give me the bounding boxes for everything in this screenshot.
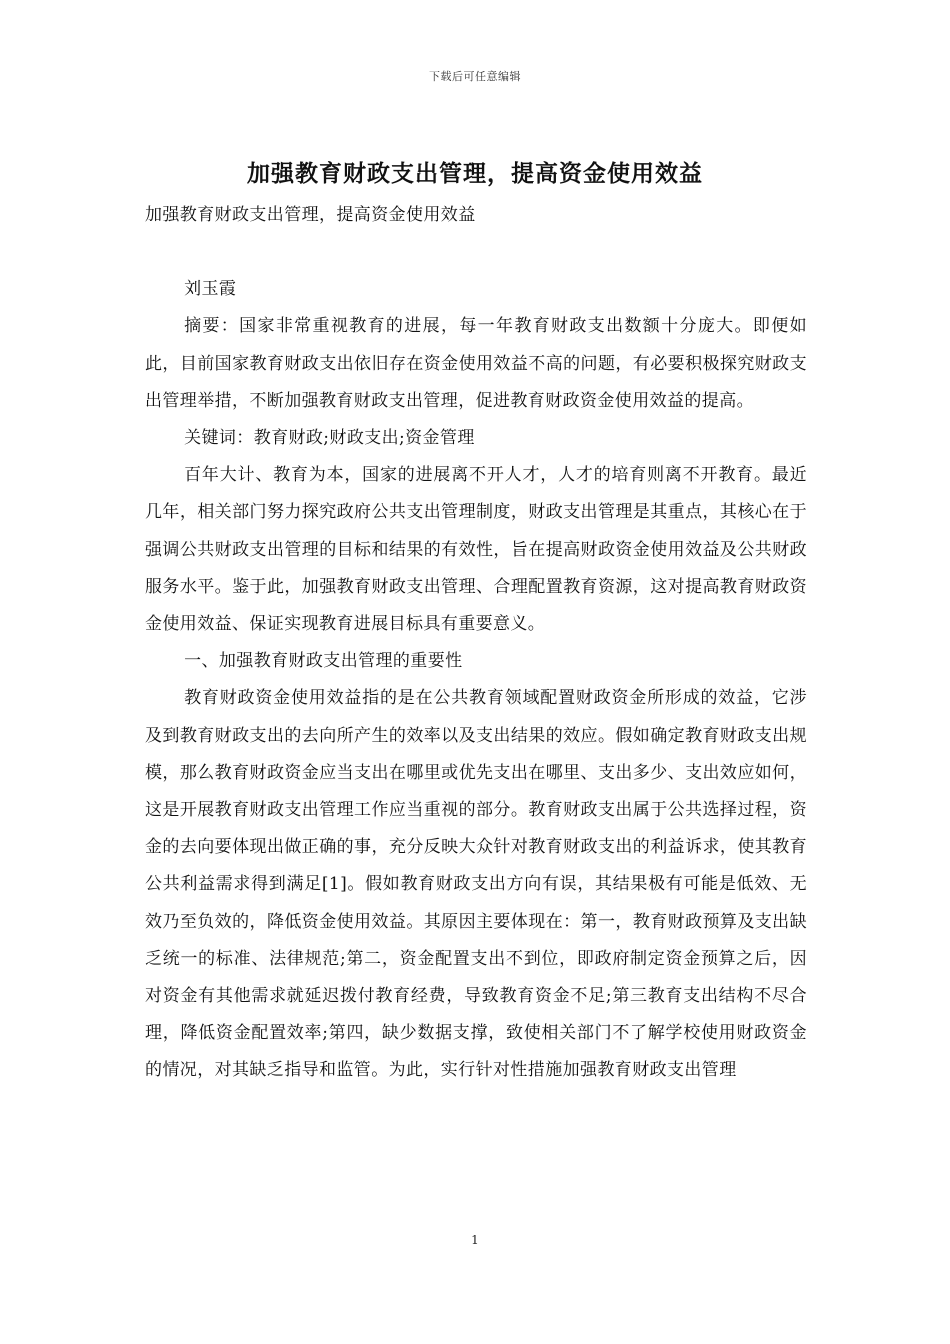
keywords-line: 关键词：教育财政;财政支出;资金管理 xyxy=(184,428,475,449)
document-subtitle: 加强教育财政支出管理，提高资金使用效益 xyxy=(145,205,476,225)
header-note: 下载后可任意编辑 xyxy=(429,70,521,83)
author-name: 刘玉霞 xyxy=(184,279,237,300)
section-heading: 一、加强教育财政支出管理的重要性 xyxy=(184,651,463,672)
document-body xyxy=(145,197,807,1090)
document-title: 加强教育财政支出管理，提高资金使用效益 xyxy=(247,161,703,187)
abstract-paragraph: 摘要：国家非常重视教育的进展，每一年教育财政支出数额十分庞大。即便如此，目前国家教育财政支出依旧存在资金使用效益不高的问题，有必要积极探究财政支出管理举措，不断加强教育财政支出管理，促进教育财政资金使用效益的提高。 xyxy=(145,316,807,411)
section-paragraph: 教育财政资金使用效益指的是在公共教育领域配置财政资金所形成的效益，它涉及到教育财政支出的去向所产生的效率以及支出结果的效应。假如确定教育财政支出规模，那么教育财政资金应当支出在哪里或优先支出在哪里、支出多少、支出效应如何，这是开展教育财政支出管理工作应当重视的部分。教育财政支出属于公共选择过程，资金的去向要体现出做正确的事，充分反映大众针对教育财政支出的利益诉求，使其教育公共利益需求得到满足[1]。假如教育财政支出方向有误，其结果极有可能是低效、无效乃至负效的，降低资金使用效益。其原因主要体现在：第一，教育财政预算及支出缺乏统一的标准、法律规范;第二，资金配置支出不到位，即政府制定资金预算之后，因对资金有其他需求就延迟拨付教育经费，导致教育资金不足;第三教育支出结构不尽合理，降低资金配置效率;第四，缺少数据支撑，致使相关部门不了解学校使用财政资金的情况，对其缺乏指导和监管。为此，实行针对性措施加强教育财政支出管理 xyxy=(145,688,807,1081)
intro-paragraph: 百年大计、教育为本，国家的进展离不开人才，人才的培育则离不开教育。最近几年，相关部门努力探究政府公共支出管理制度，财政支出管理是其重点，其核心在于强调公共财政支出管理的目标和结果的有效性，旨在提高财政资金使用效益及公共财政服务水平。鉴于此，加强教育财政支出管理、合理配置教育资源，这对提高教育财政资金使用效益、保证实现教育进展目标具有重要意义。 xyxy=(145,465,807,635)
page-number: 1 xyxy=(471,1233,479,1247)
